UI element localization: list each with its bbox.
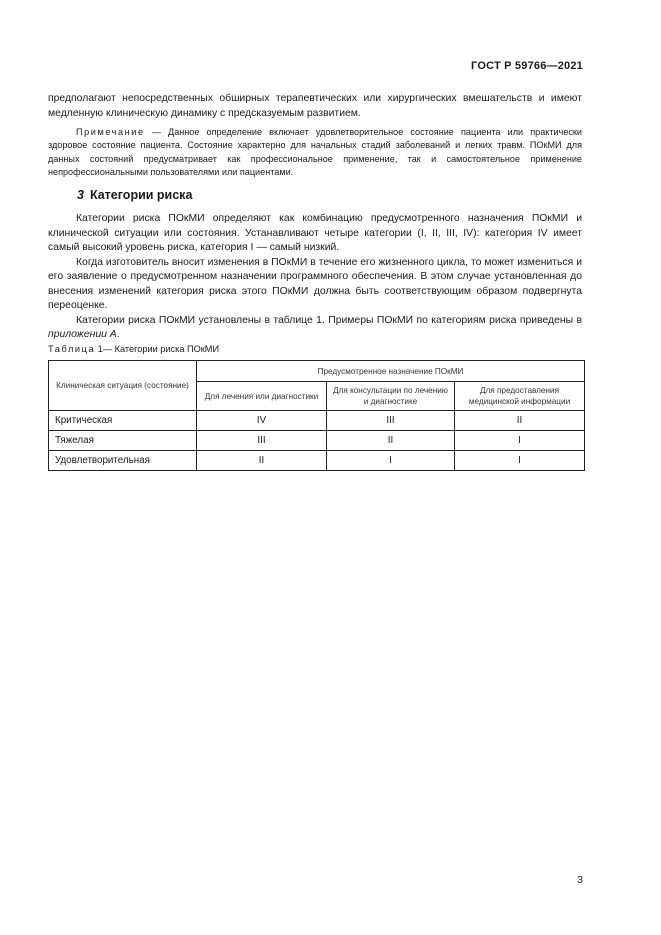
table-row [49,411,585,431]
group-header-intended-purpose: Предусмотренное назначение ПОкМИ [197,361,585,382]
table-cell: II [327,431,455,451]
section-body [48,212,582,343]
intro-continuation-block [48,92,582,121]
table-row [49,451,585,471]
note-text: Данное определение включает удовлетворительное состояние пациента или практически здоровое состояние пациента. Состояние характерно для начальных стадий заболеваний и легких травм. ПОкМИ для данных состояний предусматривает как профессиональное применение, так и самостоятельное применение непрофессиональными пользователями или пациентами. [48,127,582,178]
row-label: Критическая [49,411,197,431]
section-paragraph-2: Когда изготовитель вносит изменения в ПОкМИ в течение его жизненного цикла, то может измениться и его заявление о предусмотренном назначении программного обеспечения. В этом случае установленная до внесения изменений категория риска этого ПОкМИ должна быть соответствующим образом подвергнута переоценке. [48,256,582,311]
appendix-reference: приложении А [48,329,117,340]
col-header-clinical-situation: Клиническая ситуация (состояние) [49,361,197,411]
table-caption [48,344,219,354]
note-dash: — [144,127,169,137]
section-paragraph-3 [48,314,582,343]
section-number: 3 [77,188,84,202]
intro-continuation: предполагают непосредственных обширных терапевтических или хирургических вмешательств и имеют медленную клиническую динамику с предсказуемым развитием. [48,93,582,119]
note-label: Примечание [76,127,145,137]
row-label: Удовлетворительная [49,451,197,471]
risk-category-table [48,360,585,471]
sub-header-treatment: Для лечения или диагностики [197,382,327,411]
table-cell: IV [197,411,327,431]
table-cell: I [455,451,585,471]
row-label: Тяжелая [49,431,197,451]
table-cell: I [455,431,585,451]
table-row [49,431,585,451]
table-cell: III [197,431,327,451]
section-heading [77,188,192,202]
table-cell: II [197,451,327,471]
sub-header-information: Для предоставления медицинской информации [455,382,585,411]
page-number: 3 [577,874,583,886]
standard-designation: ГОСТ Р 59766—2021 [471,60,583,72]
section-title: Категории риска [89,188,193,202]
table-header-row [49,361,585,382]
paragraph-3-prefix: Категории риска ПОкМИ установлены в таблице 1. Примеры ПОкМИ по категориям риска приведены в [76,314,582,326]
table-caption-label: Таблица [48,344,96,354]
note-block [48,126,582,180]
section-paragraph-1: Категории риска ПОкМИ определяют как комбинацию предусмотренного назначения ПОкМИ и клинической ситуации или состояния. Устанавливают четыре категории (I, II, III, IV): категория IV имеет самый высокий уровень риска, категория I — самый низкий. [48,213,582,253]
table-cell: III [327,411,455,431]
paragraph-3-suffix: . [116,329,120,340]
table-cell: II [455,411,585,431]
table-caption-text: 1— Категории риска ПОкМИ [97,344,220,354]
sub-header-consultation: Для консультации по лечению и диагностике [327,382,455,411]
table-cell: I [327,451,455,471]
note-paragraph [48,126,582,180]
